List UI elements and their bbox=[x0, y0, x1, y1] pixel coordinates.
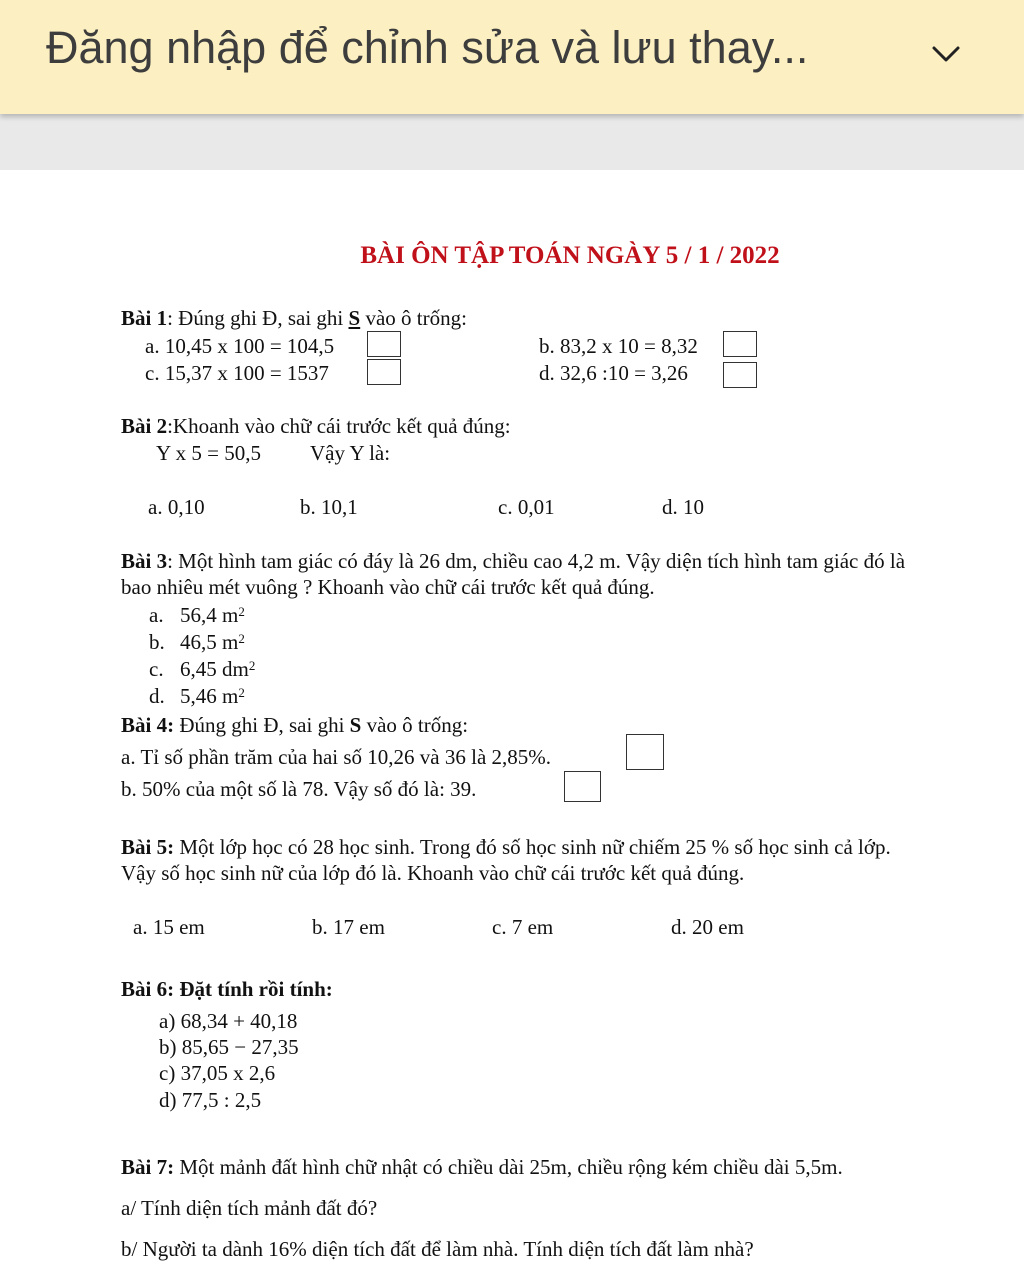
bai3-option-d: d. 5,46 $m^2$ bbox=[149, 684, 245, 708]
bai1-item-c: c. 15,37 x 100 = 1537 bbox=[145, 361, 329, 385]
bai3-line1: Bài 3: Một hình tam giác có đáy là 26 dm, chiều cao 4,2 m. Vậy diện tích hình tam giác đó là bbox=[121, 549, 906, 573]
bai6-heading: Bài 6: Đặt tính rồi tính: bbox=[121, 977, 333, 1001]
document-page bbox=[0, 170, 1024, 1280]
bai6-item-a: a) 68,34 + 40,18 bbox=[159, 1009, 298, 1033]
bai2-question: Vậy Y là: bbox=[310, 441, 391, 465]
document-title: BÀI ÔN TẬP TOÁN NGÀY 5 / 1 / 2022 bbox=[360, 242, 780, 269]
bai2-option-c: c. 0,01 bbox=[498, 495, 555, 519]
bai1-answer-box-c[interactable] bbox=[367, 359, 401, 385]
bai7-line1: Bài 7: Một mảnh đất hình chữ nhật có chiều dài 25m, chiều rộng kém chiều dài 5,5m. bbox=[121, 1155, 843, 1179]
bai4-item-b: b. 50% của một số là 78. Vậy số đó là: 39. bbox=[121, 777, 477, 801]
bai2-equation: Y x 5 = 50,5 bbox=[156, 441, 261, 465]
bai1-heading: Bài 1: Đúng ghi Đ, sai ghi S vào ô trống: bbox=[121, 306, 467, 330]
bai4-answer-box-b[interactable] bbox=[564, 771, 601, 802]
bai3-line2: bao nhiêu mét vuông ? Khoanh vào chữ cái trước kết quả đúng. bbox=[121, 575, 655, 599]
bai1-item-b: b. 83,2 x 10 = 8,32 bbox=[539, 334, 698, 358]
bai1-item-a: a. 10,45 x 100 = 104,5 bbox=[145, 334, 335, 358]
bai5-option-c: c. 7 em bbox=[492, 915, 554, 939]
bai2-option-d: d. 10 bbox=[662, 495, 704, 519]
bai3-option-a: a. 56,4 $m^2$ bbox=[149, 603, 245, 627]
bai1-answer-box-b[interactable] bbox=[723, 331, 757, 357]
login-banner-text[interactable]: Đăng nhập để chỉnh sửa và lưu thay... bbox=[46, 22, 809, 73]
bai5-option-d: d. 20 em bbox=[671, 915, 744, 939]
bai5-line2: Vậy số học sinh nữ của lớp đó là. Khoanh vào chữ cái trước kết quả đúng. bbox=[121, 861, 745, 885]
bai5-option-b: b. 17 em bbox=[312, 915, 385, 939]
bai6-item-d: d) 77,5 : 2,5 bbox=[159, 1088, 262, 1112]
bai1-answer-box-a[interactable] bbox=[367, 331, 401, 357]
page-separator bbox=[0, 114, 1024, 170]
bai5-option-a: a. 15 em bbox=[133, 915, 205, 939]
bai2-heading: Bài 2:Khoanh vào chữ cái trước kết quả đúng: bbox=[121, 414, 511, 438]
bai1-answer-box-d[interactable] bbox=[723, 362, 757, 388]
login-banner[interactable] bbox=[0, 0, 1024, 114]
bai3-option-c: c. 6,45 $dm^2$ bbox=[149, 657, 256, 681]
bai1-item-d: d. 32,6 :10 = 3,26 bbox=[539, 361, 688, 385]
bai2-option-b: b. 10,1 bbox=[300, 495, 358, 519]
bai7-item-a: a/ Tính diện tích mảnh đất đó? bbox=[121, 1196, 378, 1220]
bai4-heading: Bài 4: Đúng ghi Đ, sai ghi S vào ô trống: bbox=[121, 713, 469, 737]
bai4-answer-box-a[interactable] bbox=[626, 734, 664, 770]
bai4-item-a: a. Tỉ số phần trăm của hai số 10,26 và 36 là 2,85%. bbox=[121, 745, 552, 769]
bai5-line1: Bài 5: Một lớp học có 28 học sinh. Trong đó số học sinh nữ chiếm 25 % số học sinh cả lớp. bbox=[121, 835, 891, 859]
bai6-item-c: c) 37,05 x 2,6 bbox=[159, 1061, 276, 1085]
chevron-down-icon[interactable] bbox=[926, 38, 966, 70]
bai2-option-a: a. 0,10 bbox=[148, 495, 205, 519]
bai3-option-b: b. 46,5 $m^2$ bbox=[149, 630, 245, 654]
bai6-item-b: b) 85,65 − 27,35 bbox=[159, 1035, 299, 1059]
bai7-item-b: b/ Người ta dành 16% diện tích đất để làm nhà. Tính diện tích đất làm nhà? bbox=[121, 1237, 754, 1261]
